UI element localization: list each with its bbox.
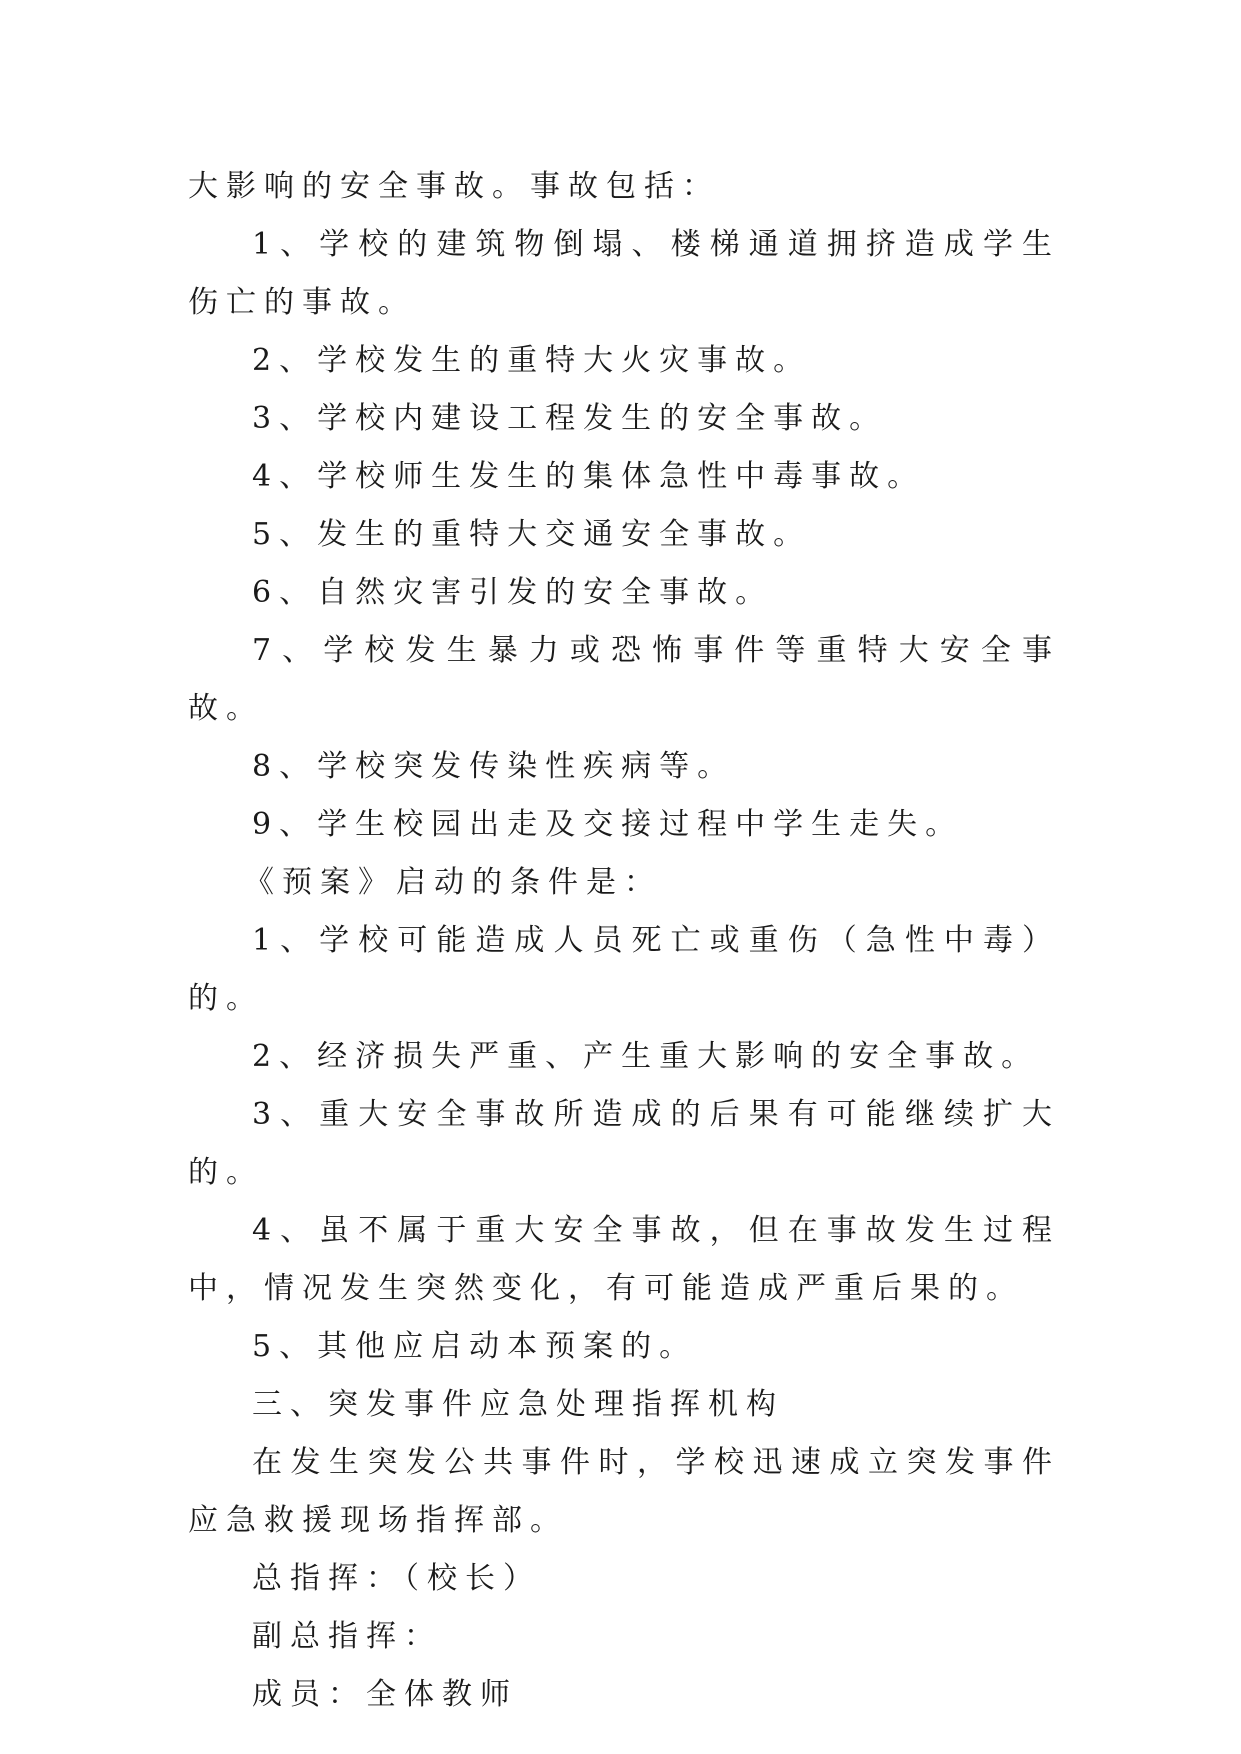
section-heading-conditions: 《预案》启动的条件是： bbox=[244, 865, 662, 900]
list-item-accident-9: 9、学生校园出走及交接过程中学生走失。 bbox=[252, 807, 964, 842]
list-item-accident-7: 7、学校发生暴力或恐怖事件等重特大安全事故。 bbox=[188, 633, 1060, 726]
list-item-accident-5: 5、发生的重特大交通安全事故。 bbox=[252, 517, 812, 552]
list-item-condition-4: 4、虽不属于重大安全事故，但在事故发生过程中，情况发生突然变化，有可能造成严重后果的。 bbox=[188, 1213, 1060, 1306]
list-item-accident-6: 6、自然灾害引发的安全事故。 bbox=[252, 575, 774, 610]
list-item-accident-2: 2、学校发生的重特大火灾事故。 bbox=[252, 343, 812, 378]
list-item-accident-3: 3、学校内建设工程发生的安全事故。 bbox=[252, 401, 888, 436]
list-item-accident-4: 4、学校师生发生的集体急性中毒事故。 bbox=[252, 459, 926, 494]
role-deputy-commander: 副总指挥： bbox=[252, 1619, 442, 1654]
section-heading-command: 三、突发事件应急处理指挥机构 bbox=[252, 1387, 784, 1422]
paragraph-intro: 大影响的安全事故。事故包括： bbox=[188, 169, 720, 204]
list-item-condition-3: 3、重大安全事故所造成的后果有可能继续扩大的。 bbox=[188, 1097, 1060, 1190]
list-item-accident-1: 1、学校的建筑物倒塌、楼梯通道拥挤造成学生伤亡的事故。 bbox=[188, 227, 1060, 320]
list-item-condition-5: 5、其他应启动本预案的。 bbox=[252, 1329, 698, 1364]
list-item-condition-1: 1、学校可能造成人员死亡或重伤（急性中毒）的。 bbox=[188, 923, 1060, 1016]
document-body bbox=[188, 158, 1060, 1724]
role-commander: 总指挥：（校长） bbox=[252, 1561, 541, 1596]
paragraph-command-setup: 在发生突发公共事件时，学校迅速成立突发事件应急救援现场指挥部。 bbox=[188, 1445, 1060, 1538]
list-item-accident-8: 8、学校突发传染性疾病等。 bbox=[252, 749, 736, 784]
role-members: 成员：全体教师 bbox=[252, 1677, 518, 1712]
list-item-condition-2: 2、经济损失严重、产生重大影响的安全事故。 bbox=[252, 1039, 1040, 1074]
